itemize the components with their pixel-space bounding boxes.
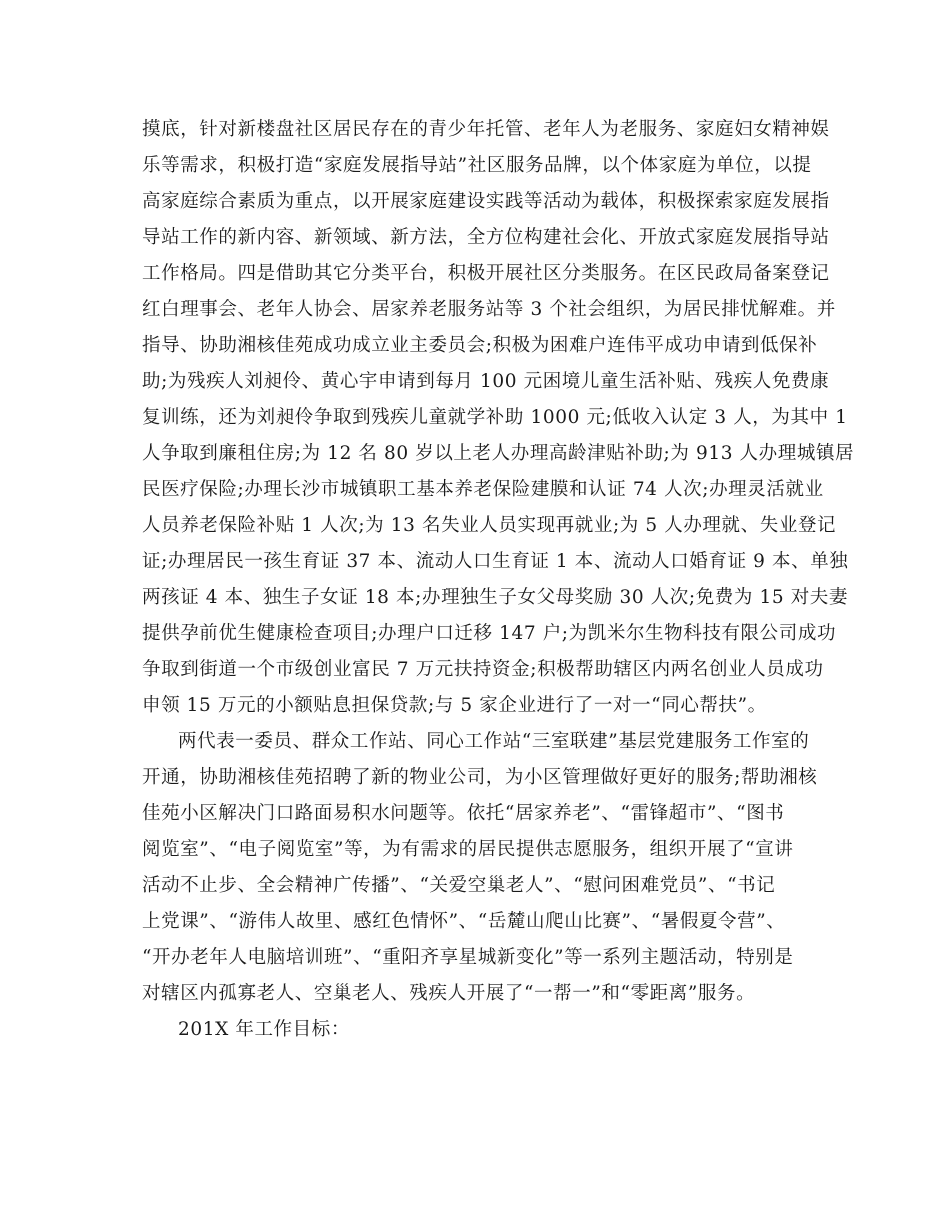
text-line: 红白理事会、老年人协会、居家养老服务站等 3 个社会组织，为居民排忧解难。并 <box>142 299 836 320</box>
text-line: 乐等需求，积极打造“家庭发展指导站”社区服务品牌，以个体家庭为单位，以提 <box>142 155 812 176</box>
text-line: 助;为残疾人刘昶伶、黄心宇申请到每月 100 元困境儿童生活补贴、残疾人免费康 <box>142 371 830 392</box>
text-line: 复训练，还为刘昶伶争取到残疾儿童就学补助 1000 元;低收入认定 3 人，为其中 1 <box>142 407 848 428</box>
text-line: 阅览室”、“电子阅览室”等，为有需求的居民提供志愿服务，组织开展了“宣讲 <box>142 839 794 860</box>
text-line: 申领 15 万元的小额贴息担保贷款;与 5 家企业进行了一对一“同心帮扶”。 <box>142 695 767 716</box>
text-line: 人员养老保险补贴 1 人次;为 13 名失业人员实现再就业;为 5 人办理就、失业登记 <box>142 515 837 536</box>
text-line: 指导、协助湘核佳苑成功成立业主委员会;积极为困难户连伟平成功申请到低保补 <box>142 335 818 356</box>
text-line: 摸底，针对新楼盘社区居民存在的青少年托管、老年人为老服务、家庭妇女精神娱 <box>142 119 830 140</box>
text-line: 争取到街道一个市级创业富民 7 万元扶持资金;积极帮助辖区内两名创业人员成功 <box>142 659 824 680</box>
text-line: 两孩证 4 本、独生子女证 18 本;办理独生子女父母奖励 30 人次;免费为 15 对夫妻 <box>142 587 849 608</box>
paragraph-start-line: 两代表一委员、群众工作站、同心工作站“三室联建”基层党建服务工作室的 <box>178 731 810 752</box>
text-line: 导站工作的新内容、新领域、新方法，全方位构建社会化、开放式家庭发展指导站 <box>142 227 830 248</box>
text-line: 工作格局。四是借助其它分类平台，积极开展社区分类服务。在区民政局备案登记 <box>142 263 830 284</box>
text-line: 佳苑小区解决门口路面易积水问题等。依托“居家养老”、“雷锋超市”、“图书 <box>142 803 785 824</box>
text-line: 高家庭综合素质为重点，以开展家庭建设实践等活动为载体，积极探索家庭发展指 <box>142 191 830 212</box>
section-heading: 201X 年工作目标： <box>178 1019 350 1040</box>
text-line: 活动不止步、全会精神广传播”、“关爱空巢老人”、“慰问困难党员”、“书记 <box>142 875 776 896</box>
text-line: 民医疗保险;办理长沙市城镇职工基本养老保险建膜和认证 74 人次;办理灵活就业 <box>142 479 824 500</box>
text-line: “开办老年人电脑培训班”、“重阳齐享星城新变化”等一系列主题活动，特别是 <box>142 947 794 968</box>
text-line: 人争取到廉租住房;为 12 名 80 岁以上老人办理高龄津贴补助;为 913 人办理城镇居 <box>142 443 855 464</box>
text-line: 开通，协助湘核佳苑招聘了新的物业公司，为小区管理做好更好的服务;帮助湘核 <box>142 767 818 788</box>
text-line: 证;办理居民一孩生育证 37 本、流动人口生育证 1 本、流动人口婚育证 9 本、单独 <box>142 551 849 572</box>
text-line: 对辖区内孤寡老人、空巢老人、残疾人开展了“一帮一”和“零距离”服务。 <box>142 983 756 1004</box>
text-line: 提供孕前优生健康检查项目;办理户口迁移 147 户;为凯米尔生物科技有限公司成功 <box>142 623 837 644</box>
text-line: 上党课”、“游伟人故里、感红色情怀”、“岳麓山爬山比赛”、“暑假夏令营”、 <box>142 911 786 932</box>
